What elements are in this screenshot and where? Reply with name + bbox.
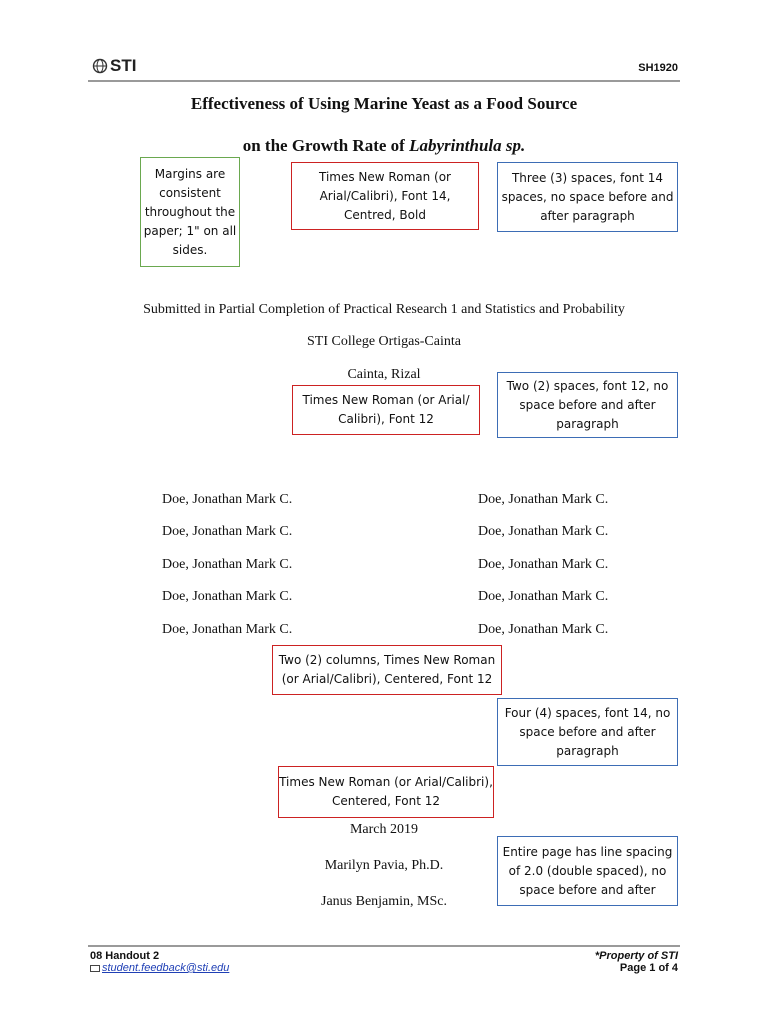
note-date-font: Times New Roman (or Arial/Calibri), Centered, Font 12 [278, 766, 494, 818]
author-left-5: Doe, Jonathan Mark C. [162, 622, 293, 637]
school-name: STI College Ortigas-Cainta [307, 334, 461, 349]
adviser-2: Janus Benjamin, MSc. [321, 894, 447, 909]
note-submitted-spacing: Two (2) spaces, font 12, no space before and after paragraph [497, 372, 678, 438]
author-right-3: Doe, Jonathan Mark C. [478, 557, 609, 572]
property-label: *Property of STI [594, 950, 678, 962]
submission-statement: Submitted in Partial Completion of Practical Research 1 and Statistics and Probability [143, 302, 625, 317]
author-left-1: Doe, Jonathan Mark C. [162, 492, 293, 507]
author-left-2: Doe, Jonathan Mark C. [162, 524, 293, 539]
author-right-4: Doe, Jonathan Mark C. [478, 589, 609, 604]
globe-icon [92, 58, 108, 74]
header-rule [88, 80, 680, 82]
author-right-5: Doe, Jonathan Mark C. [478, 622, 609, 637]
note-title-font: Times New Roman (or Arial/Calibri), Font 14, Centred, Bold [291, 162, 479, 230]
author-right-2: Doe, Jonathan Mark C. [478, 524, 609, 539]
footer-left [90, 950, 229, 974]
note-margins: Margins are consistent throughout the paper; 1" on all sides. [140, 157, 240, 267]
title-line-2 [88, 136, 680, 156]
footer-rule [88, 945, 680, 947]
feedback-email-link[interactable]: student.feedback@sti.edu [102, 962, 230, 974]
author-left-3: Doe, Jonathan Mark C. [162, 557, 293, 572]
note-submitted-font: Times New Roman (or Arial/ Calibri), Font 12 [292, 385, 480, 435]
title-line-2-text: on the Growth Rate of [242, 136, 410, 155]
footer-right [595, 950, 678, 974]
author-right-1: Doe, Jonathan Mark C. [478, 492, 609, 507]
logo-text: STI [110, 56, 137, 75]
adviser-1: Marilyn Pavia, Ph.D. [324, 858, 444, 873]
submission-date: March 2019 [349, 822, 419, 837]
school-location: Cainta, Rizal [347, 367, 421, 382]
document-code: SH1920 [638, 62, 678, 74]
sti-logo [92, 56, 136, 76]
handout-label: 08 Handout 2 [90, 950, 160, 962]
author-left-4: Doe, Jonathan Mark C. [162, 589, 293, 604]
mail-icon [90, 965, 100, 972]
page-number: Page 1 of 4 [619, 962, 678, 974]
note-title-spacing: Three (3) spaces, font 14 spaces, no space before and after paragraph [497, 162, 678, 232]
note-line-spacing: Entire page has line spacing of 2.0 (double spaced), no space before and after [497, 836, 678, 906]
title-species: Labyrinthula sp. [409, 136, 526, 155]
note-authors-spacing: Four (4) spaces, font 14, no space before and after paragraph [497, 698, 678, 766]
note-authors-font: Two (2) columns, Times New Roman (or Arial/Calibri), Centered, Font 12 [272, 645, 502, 695]
title-line-1: Effectiveness of Using Marine Yeast as a Food Source [190, 94, 578, 113]
